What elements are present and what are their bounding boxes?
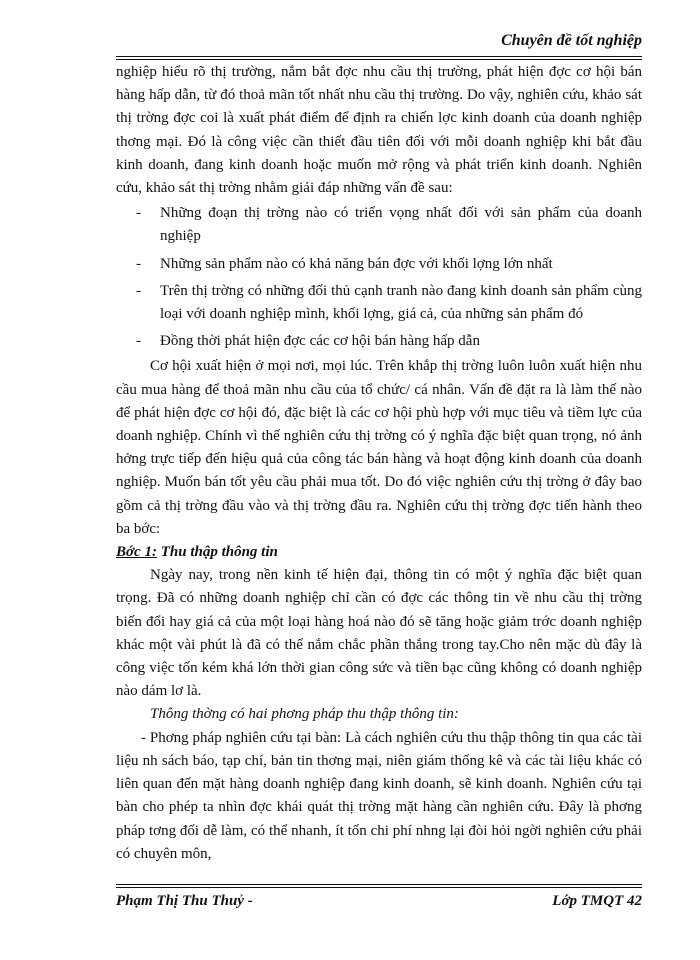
header-rule-top [116, 56, 642, 57]
page-header [116, 30, 642, 54]
header-title: Chuyên đề tốt nghiệp [501, 32, 642, 49]
list-item-text: Những sản phẩm nào có khả năng bán đợc với khối lợng lớn nhất [160, 255, 553, 272]
footer-rule-bottom [116, 887, 642, 888]
question-list [116, 200, 642, 355]
paragraph-information: Ngày nay, trong nền kinh tế hiện đại, thông tin có một ý nghĩa đặc biệt quan trọng. Đã có những doanh nghiệp chỉ cần có đợc các thông tin về nhu cầu thị trờng biến đổi hay giá cả của một loại hàng hoá nào đó sẽ tăng hoặc giảm trớc doanh nghiệp khác một vài phút là đã có thể nắm chắc phần thắng trong tay.Cho nên mặc dù đây là công việc tốn kém khá lớn thời gian công sức và tiền bạc cũng không có doanh nghiệp nào dám lơ là. [116, 567, 642, 700]
footer-rule-top [116, 884, 642, 885]
section-heading [116, 541, 642, 564]
list-item [116, 278, 642, 328]
paragraph-desk-research: - Phơng pháp nghiên cứu tại bàn: Là cách nghiên cứu thu thập thông tin qua các tài liệu nh sách báo, tạp chí, bản tin thơng mại, niên giám thống kê và các tài liệu khác có liên quan đến mặt hàng doanh nghiệp đang kinh doanh, sẽ kinh doanh. Nghiên cứu tại bàn cho phép ta nhìn đợc khái quát thị trờng mặt hàng cần nghiên cứu. Đây là phơng pháp tơng đối dễ làm, có thể nhanh, ít tốn chi phí nhng lại đòi hỏi ngời nghiên cứu phải có chuyên môn, [116, 729, 642, 862]
step-label: Bớc 1: [116, 544, 157, 561]
italic-lead-line: Thông thờng có hai phơng pháp thu thập thông tin: [150, 706, 459, 723]
paragraph-intro: nghiệp hiểu rõ thị trường, nắm bắt đợc nhu cầu thị trường, phát hiện đợc cơ hội bán hàng hấp dẫn, từ đó thoả mãn tốt nhất nhu cầu thị trường. Do vậy, nghiên cứu, khảo sát thị trờng đợc coi là xuất phát điểm để định ra chiến lợc kinh doanh của doanh nghiệp thơng mại. Đó là công việc cần thiết đầu tiên đối với mỗi doanh nghiệp khi bắt đầu kinh doanh, đang kinh doanh hoặc muốn mở rộng và phát triển kinh doanh. Nghiên cứu, khảo sát thị trờng nhằm giải đáp những vấn đề sau: [116, 64, 642, 197]
bullet-dash: - [136, 333, 141, 350]
bullet-dash: - [136, 282, 141, 299]
header-rule-bottom [116, 59, 642, 60]
bullet-dash: - [136, 205, 141, 222]
list-item-text: Đồng thời phát hiện đợc các cơ hội bán hàng hấp dẫn [160, 333, 480, 350]
list-item-text: Trên thị trờng có những đối thủ cạnh tranh nào đang kinh doanh sản phẩm cùng loại với doanh nghiệp mình, khối lợng, giá cả, của những sản phẩm đó [160, 282, 642, 323]
list-item [116, 251, 642, 278]
footer-author: Phạm Thị Thu Thuỷ - [116, 893, 253, 909]
bullet-dash: - [136, 255, 141, 272]
page-footer [116, 893, 642, 915]
list-item [116, 200, 642, 250]
step-title: Thu thập thông tin [156, 544, 278, 561]
footer-class: Lớp TMQT 42 [552, 893, 642, 909]
list-item-text: Những đoạn thị trờng nào có triển vọng nhất đối với sản phẩm của doanh nghiệp [160, 205, 642, 245]
list-item [116, 328, 642, 355]
paragraph-opportunity: Cơ hội xuất hiện ở mọi nơi, mọi lúc. Trên khắp thị trờng luôn luôn xuất hiện nhu cầu mua hàng để thoả mãn nhu cầu của tổ chức/ cá nhân. Vấn đề đặt ra là làm thế nào để phát hiện đợc cơ hội đó, đặc biệt là các cơ hội phù hợp với mục tiêu và tiềm lực của doanh nghiệp. Chính vì thế nghiên cứu thị trờng có ý nghĩa đặc biệt quan trọng, nó ảnh hởng trực tiếp đến hiệu quả của công tác bán hàng và hoạt động kinh doanh của doanh nghiệp. Muốn bán tốt yêu cầu phải mua tốt. Do đó việc nghiên cứu thị trờng ở đây bao gồm cả thị trờng đầu vào và thị trờng đầu ra. Nghiên cứu thị trờng đợc tiến hành theo ba bớc: [116, 358, 642, 537]
document-body [116, 61, 642, 866]
